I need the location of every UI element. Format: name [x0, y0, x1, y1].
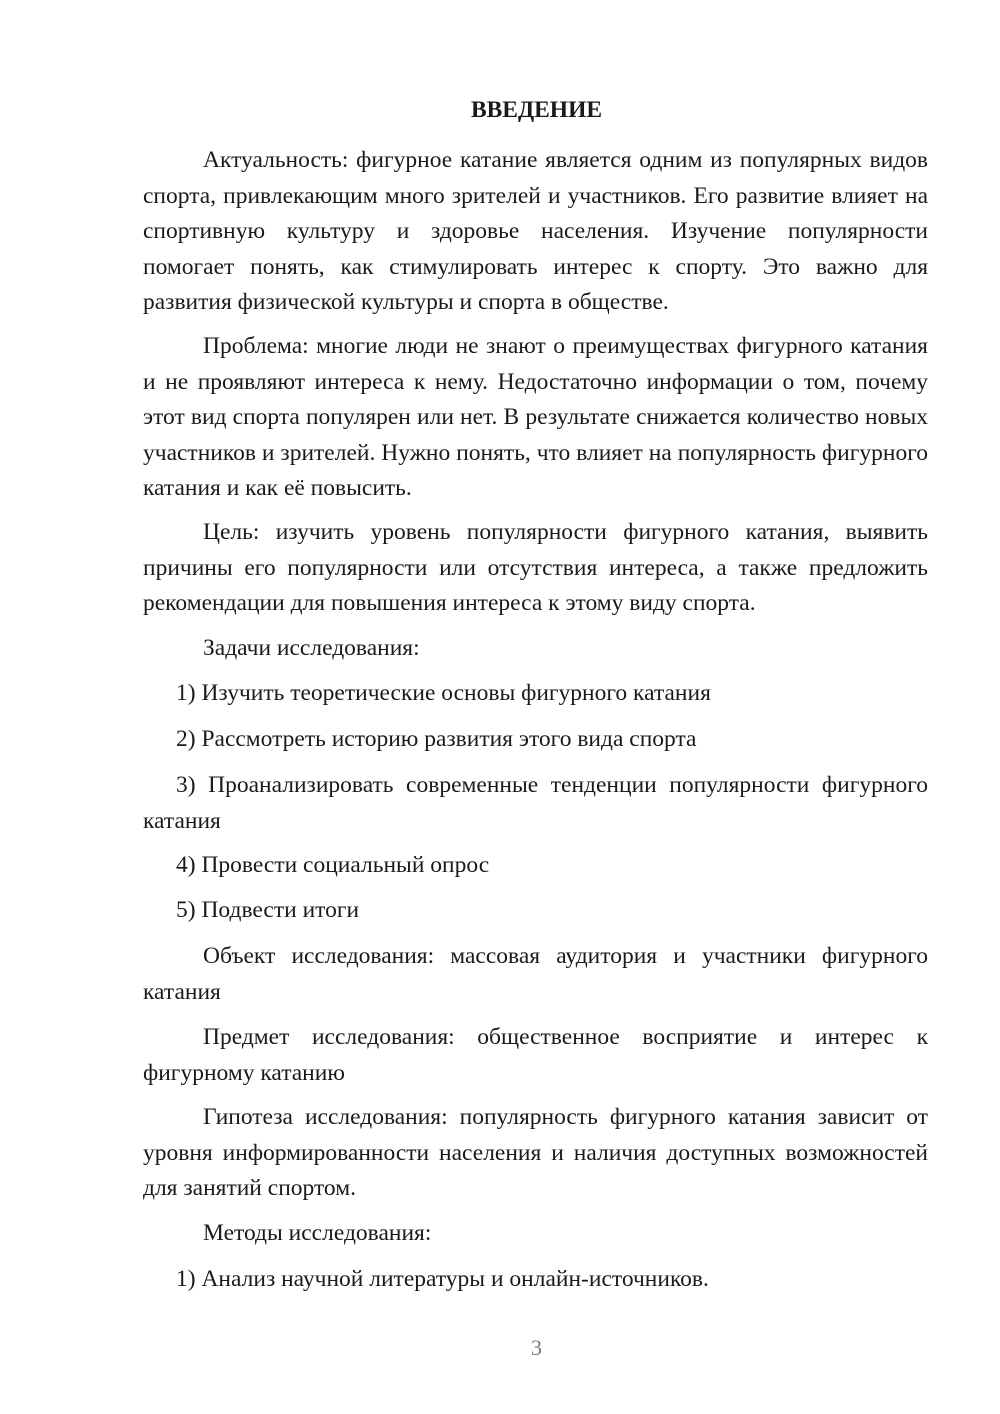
task-item-4: 4) Провести социальный опрос: [176, 852, 490, 878]
methods-heading: Методы исследования:: [203, 1220, 432, 1246]
tasks-heading: Задачи исследования:: [203, 635, 420, 661]
object-paragraph: Объект исследования: массовая аудитория и участники фигурного катания: [143, 943, 928, 1005]
task-item-2: 2) Рассмотреть историю развития этого вида спорта: [176, 726, 697, 752]
task-item-5: 5) Подвести итоги: [176, 897, 360, 923]
subject-paragraph: Предмет исследования: общественное восприятие и интерес к фигурному катанию: [143, 1024, 928, 1086]
section-title: ВВЕДЕНИЕ: [470, 97, 603, 123]
task-item-1: 1) Изучить теоретические основы фигурного катания: [176, 680, 711, 706]
method-item-1: 1) Анализ научной литературы и онлайн-источников.: [176, 1266, 709, 1292]
relevance-paragraph: Актуальность: фигурное катание является одним из популярных видов спорта, привлекающим много зрителей и участников. Его развитие влияет на спортивную культуру и здоровье населения. Изучение популярности помогает понять, как стимулировать интерес к спорту. Это важно для развития физической культуры и спорта в обществе.: [143, 147, 928, 315]
hypothesis-paragraph: Гипотеза исследования: популярность фигурного катания зависит от уровня информированности населения и наличия доступных возможностей для занятий спортом.: [143, 1104, 928, 1201]
goal-paragraph: Цель: изучить уровень популярности фигурного катания, выявить причины его популярности или отсутствия интереса, а также предложить рекомендации для повышения интереса к этому виду спорта.: [143, 519, 928, 616]
problem-paragraph: Проблема: многие люди не знают о преимуществах фигурного катания и не проявляют интереса к нему. Недостаточно информации о том, почему этот вид спорта популярен или нет. В результате снижается количество новых участников и зрителей. Нужно понять, что влияет на популярность фигурного катания и как её повысить.: [143, 333, 928, 501]
task-item-3: 3) Проанализировать современные тенденции популярности фигурного катания: [143, 772, 928, 834]
page-number: 3: [531, 1335, 542, 1360]
